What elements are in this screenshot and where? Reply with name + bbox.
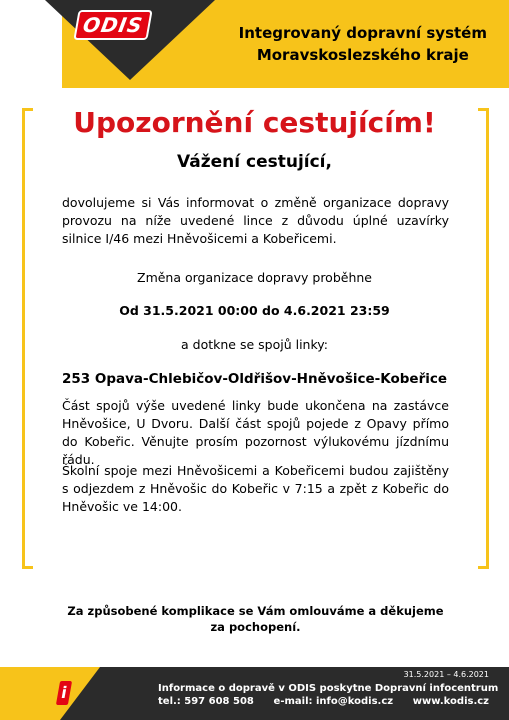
footer-phone: tel.: 597 608 508 — [158, 696, 254, 707]
footer-contacts — [158, 696, 489, 707]
greeting: Vážení cestující, — [177, 152, 332, 172]
footer-info: Informace o dopravě v ODIS poskytne Dopravní infocentrum — [158, 683, 499, 694]
intro-paragraph: dovolujeme si Vás informovat o změně organizace dopravy provozu na níže uvedené lince z důvodu úplné uzavírky silnice I/46 mezi Hněvošicemi a Kobeřicemi. — [62, 195, 449, 246]
change-paragraph: Změna organizace dopravy proběhne — [137, 270, 372, 285]
footer-date: 31.5.2021 – 4.6.2021 — [403, 670, 489, 679]
header-title-line1: Integrovaný dopravní systém — [238, 24, 487, 42]
odis-logo: ODIS — [73, 10, 152, 40]
footer-email[interactable]: e-mail: info@kodis.cz — [273, 696, 394, 707]
date-range: Od 31.5.2021 00:00 do 4.6.2021 23:59 — [119, 303, 390, 318]
header-title — [239, 22, 487, 66]
school-paragraph: Školní spoje mezi Hněvošicemi a Kobeřicemi budou zajištěny s odjezdem z Hněvošic do Kobeřic v 7:15 a zpět z Kobeřic do Hněvošic ve 14:00. — [62, 463, 449, 514]
footer-web[interactable]: www.kodis.cz — [412, 696, 489, 707]
header-title-line2: Moravskoslezského kraje — [256, 46, 469, 64]
line-name: 253 Opava-Chlebičov-Oldřišov-Hněvošice-Kobeřice — [62, 371, 448, 387]
detail-paragraph: Část spojů výše uvedené linky bude ukončena na zastávce Hněvošice, U Dvoru. Další část spojů pojede z Opavy přímo do Kobeřic. Věnujte prosím pozornost výlukovému jízdnímu řádu. — [62, 398, 449, 467]
notice-heading: Upozornění cestujícím! — [73, 106, 436, 139]
affects-paragraph: a dotkne se spojů linky: — [181, 337, 328, 352]
info-icon: i — [56, 681, 72, 705]
closing-text: Za způsobené komplikace se Vám omlouváme a děkujeme za pochopení. — [67, 604, 444, 634]
